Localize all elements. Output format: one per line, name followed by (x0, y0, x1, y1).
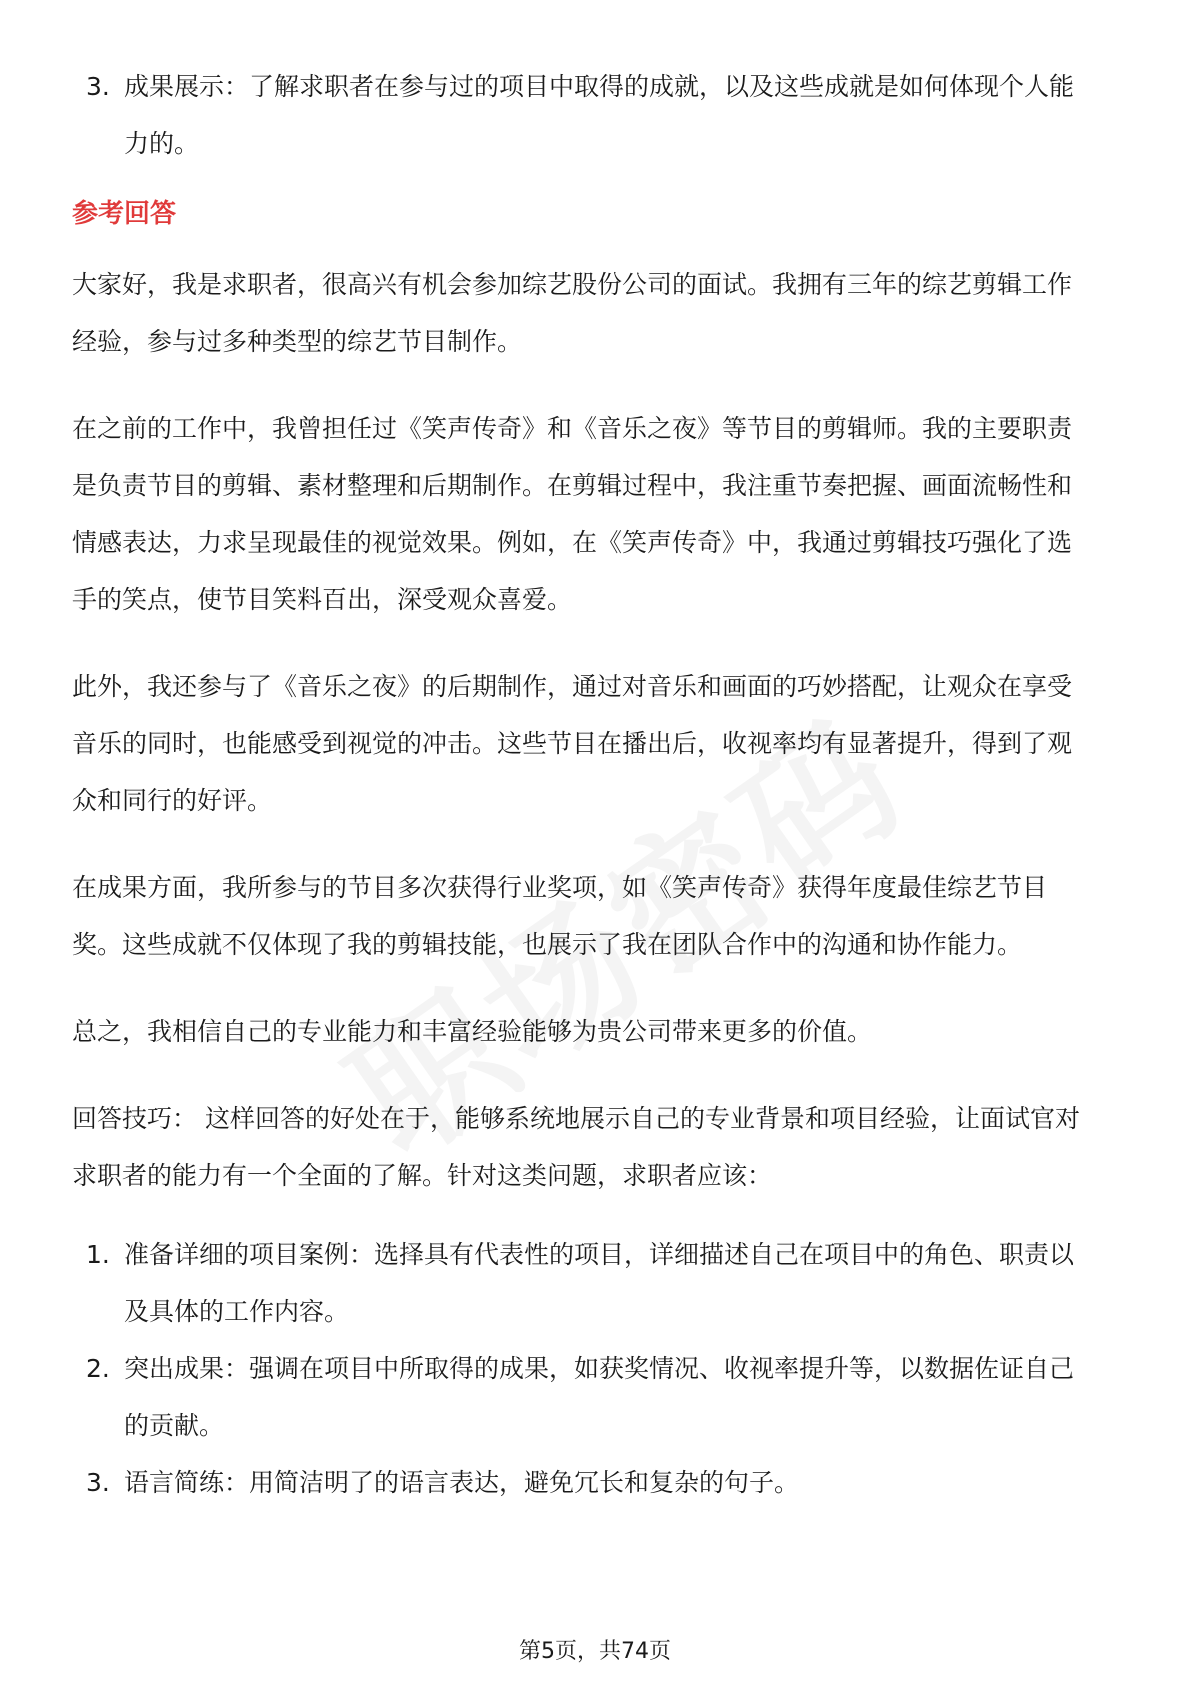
list-item (72, 1454, 1132, 1511)
list-number: 1. (86, 1240, 110, 1269)
paragraph: 此外，我还参与了《音乐之夜》的后期制作，通过对音乐和画面的巧妙搭配，让观众在享受音乐的同时，也能感受到视觉的冲击。这些节目在播出后，收视率均有显著提升，得到了观众和同行的好评。 (72, 672, 1073, 815)
paragraph: 总之，我相信自己的专业能力和丰富经验能够为贵公司带来更多的价值。 (72, 1017, 873, 1046)
page-footer: 第5页，共74页 (519, 1639, 671, 1664)
intro-list (72, 58, 1132, 172)
list-text: 成果展示：了解求职者在参与过的项目中取得的成就，以及这些成就是如何体现个人能力的。 (124, 72, 1075, 158)
list-number: 2. (86, 1354, 110, 1383)
list-item (72, 1340, 1132, 1454)
tips-list (72, 1226, 1132, 1511)
section-heading: 参考回答 (72, 199, 177, 229)
list-number: 3. (86, 1468, 110, 1497)
list-item (72, 58, 1132, 172)
tip-paragraph: 回答技巧： 这样回答的好处在于，能够系统地展示自己的专业背景和项目经验，让面试官对求职者的能力有一个全面的了解。针对这类问题，求职者应该： (72, 1104, 1080, 1190)
paragraph: 在之前的工作中，我曾担任过《笑声传奇》和《音乐之夜》等节目的剪辑师。我的主要职责是负责节目的剪辑、素材整理和后期制作。在剪辑过程中，我注重节奏把握、画面流畅性和情感表达，力求呈现最佳的视觉效果。例如，在《笑声传奇》中，我通过剪辑技巧强化了选手的笑点，使节目笑料百出，深受观众喜爱。 (72, 414, 1073, 614)
list-text: 突出成果：强调在项目中所取得的成果，如获奖情况、收视率提升等，以数据佐证自己的贡献。 (124, 1354, 1075, 1440)
list-number: 3. (86, 72, 110, 101)
list-item (72, 1226, 1132, 1340)
page-content (72, 58, 1132, 1511)
list-text: 语言简练：用简洁明了的语言表达，避免冗长和复杂的句子。 (124, 1468, 800, 1497)
paragraph: 大家好，我是求职者，很高兴有机会参加综艺股份公司的面试。我拥有三年的综艺剪辑工作经验，参与过多种类型的综艺节目制作。 (72, 270, 1073, 356)
paragraph: 在成果方面，我所参与的节目多次获得行业奖项，如《笑声传奇》获得年度最佳综艺节目奖。这些成就不仅体现了我的剪辑技能，也展示了我在团队合作中的沟通和协作能力。 (72, 873, 1048, 959)
list-text: 准备详细的项目案例：选择具有代表性的项目，详细描述自己在项目中的角色、职责以及具体的工作内容。 (124, 1240, 1075, 1326)
